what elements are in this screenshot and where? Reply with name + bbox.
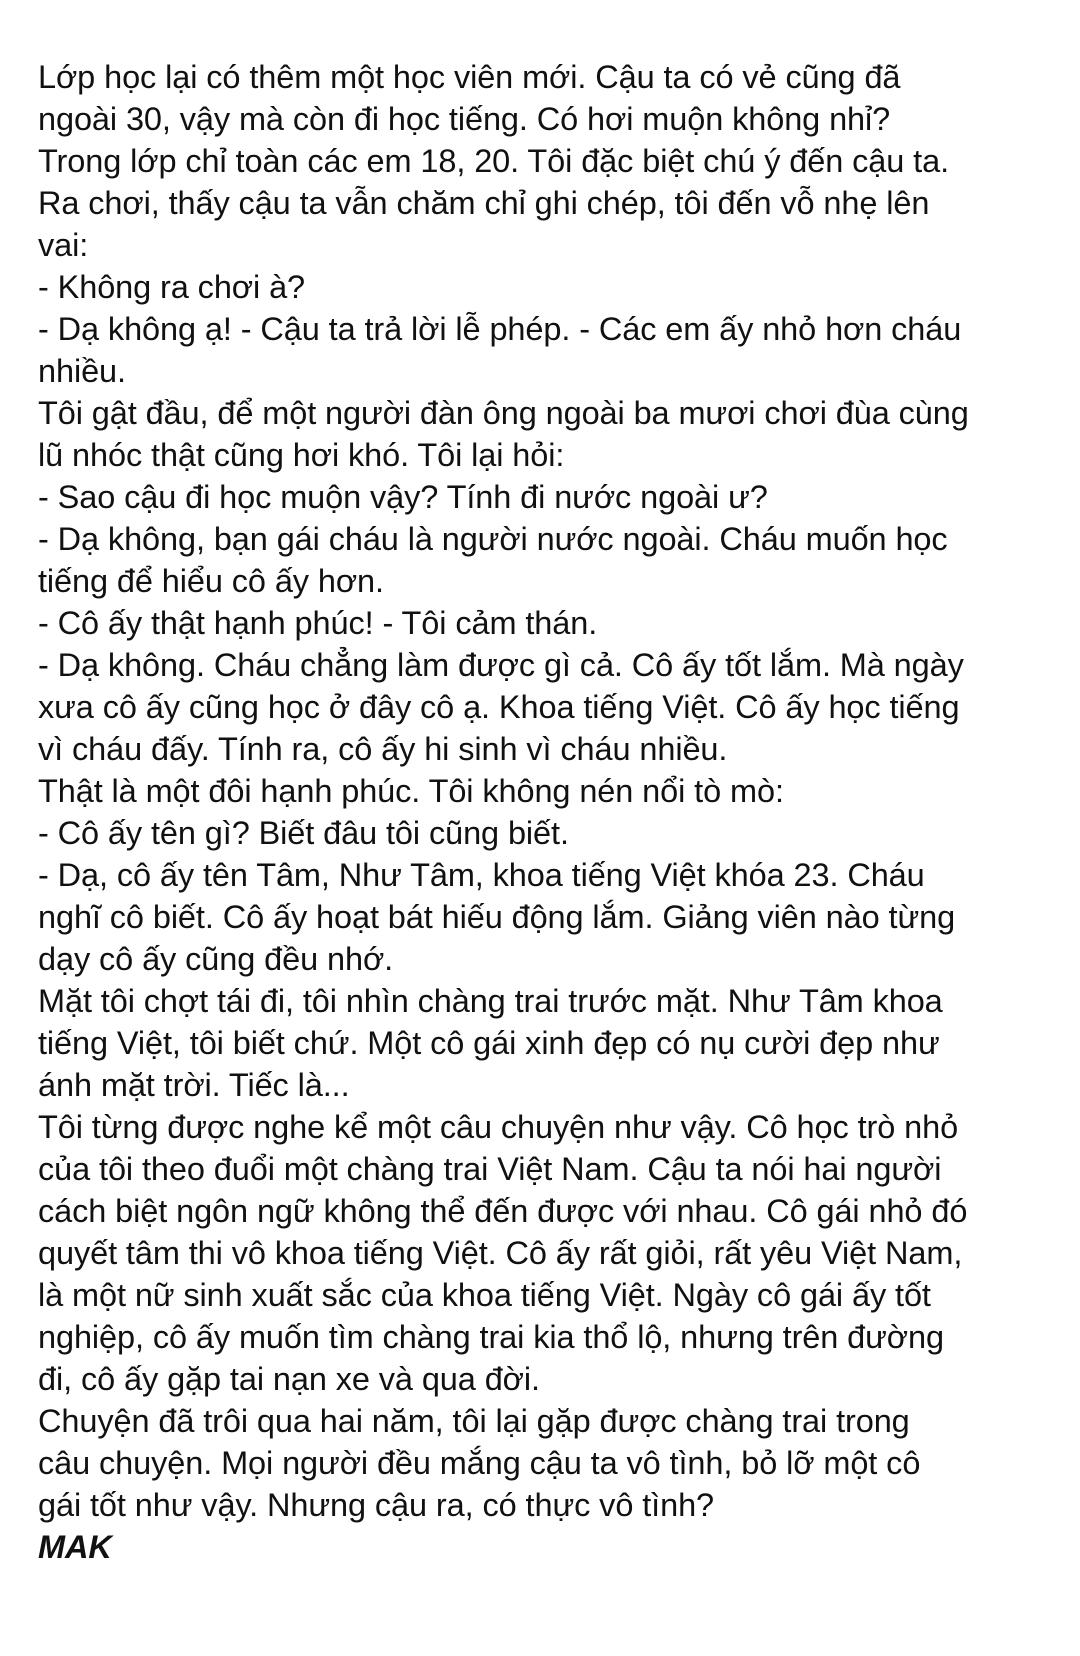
story-line: câu chuyện. Mọi người đều mắng cậu ta vô tình, bỏ lỡ một cô: [38, 1445, 921, 1481]
story-line: tiếng để hiểu cô ấy hơn.: [38, 563, 384, 599]
story-line: - Dạ không, bạn gái cháu là người nước ngoài. Cháu muốn học: [38, 521, 948, 557]
story-line: - Cô ấy thật hạnh phúc! - Tôi cảm thán.: [38, 605, 598, 641]
story-line: tiếng Việt, tôi biết chứ. Một cô gái xinh đẹp có nụ cười đẹp như: [38, 1025, 940, 1061]
story-line: lũ nhóc thật cũng hơi khó. Tôi lại hỏi:: [38, 437, 565, 473]
story-line: Thật là một đôi hạnh phúc. Tôi không nén nổi tò mò:: [38, 773, 784, 809]
story-line: Mặt tôi chợt tái đi, tôi nhìn chàng trai trước mặt. Như Tâm khoa: [38, 983, 943, 1019]
story-line: - Dạ, cô ấy tên Tâm, Như Tâm, khoa tiếng Việt khóa 23. Cháu: [38, 857, 925, 893]
story-line: Trong lớp chỉ toàn các em 18, 20. Tôi đặc biệt chú ý đến cậu ta.: [38, 143, 949, 179]
story-line: vai:: [38, 227, 89, 263]
story-line: vì cháu đấy. Tính ra, cô ấy hi sinh vì cháu nhiều.: [38, 731, 728, 767]
story-line: Tôi từng được nghe kể một câu chuyện như vậy. Cô học trò nhỏ: [38, 1109, 959, 1145]
story-line: quyết tâm thi vô khoa tiếng Việt. Cô ấy rất giỏi, rất yêu Việt Nam,: [38, 1235, 963, 1271]
story-line: Lớp học lại có thêm một học viên mới. Cậu ta có vẻ cũng đã: [38, 59, 901, 95]
story-line: - Dạ không ạ! - Cậu ta trả lời lễ phép. - Các em ấy nhỏ hơn cháu: [38, 311, 962, 347]
story-line: nghĩ cô biết. Cô ấy hoạt bát hiếu động lắm. Giảng viên nào từng: [38, 899, 956, 935]
story-line: - Sao cậu đi học muộn vậy? Tính đi nước ngoài ư?: [38, 479, 768, 515]
story-line: nhiều.: [38, 353, 126, 389]
story-line: Ra chơi, thấy cậu ta vẫn chăm chỉ ghi chép, tôi đến vỗ nhẹ lên: [38, 185, 930, 221]
story-line: Chuyện đã trôi qua hai năm, tôi lại gặp được chàng trai trong: [38, 1403, 910, 1439]
story-line: xưa cô ấy cũng học ở đây cô ạ. Khoa tiếng Việt. Cô ấy học tiếng: [38, 689, 960, 725]
story-line: - Dạ không. Cháu chẳng làm được gì cả. Cô ấy tốt lắm. Mà ngày: [38, 647, 964, 683]
story-line: Tôi gật đầu, để một người đàn ông ngoài ba mươi chơi đùa cùng: [38, 395, 969, 431]
story-line: gái tốt như vậy. Nhưng cậu ra, có thực vô tình?: [38, 1487, 715, 1523]
story-line: của tôi theo đuổi một chàng trai Việt Nam. Cậu ta nói hai người: [38, 1151, 942, 1187]
story-line: nghiệp, cô ấy muốn tìm chàng trai kia thổ lộ, nhưng trên đường: [38, 1319, 944, 1355]
author-signature: MAK: [38, 1529, 112, 1565]
story-line: - Cô ấy tên gì? Biết đâu tôi cũng biết.: [38, 815, 569, 851]
story-line: cách biệt ngôn ngữ không thể đến được với nhau. Cô gái nhỏ đó: [38, 1193, 968, 1229]
story-line: dạy cô ấy cũng đều nhớ.: [38, 941, 394, 977]
story-line: ngoài 30, vậy mà còn đi học tiếng. Có hơi muộn không nhỉ?: [38, 101, 891, 137]
story-text: [38, 56, 1058, 1568]
story-line: là một nữ sinh xuất sắc của khoa tiếng Việt. Ngày cô gái ấy tốt: [38, 1277, 931, 1313]
story-line: ánh mặt trời. Tiếc là...: [38, 1067, 350, 1103]
story-line: đi, cô ấy gặp tai nạn xe và qua đời.: [38, 1361, 540, 1397]
story-line: - Không ra chơi à?: [38, 269, 306, 305]
